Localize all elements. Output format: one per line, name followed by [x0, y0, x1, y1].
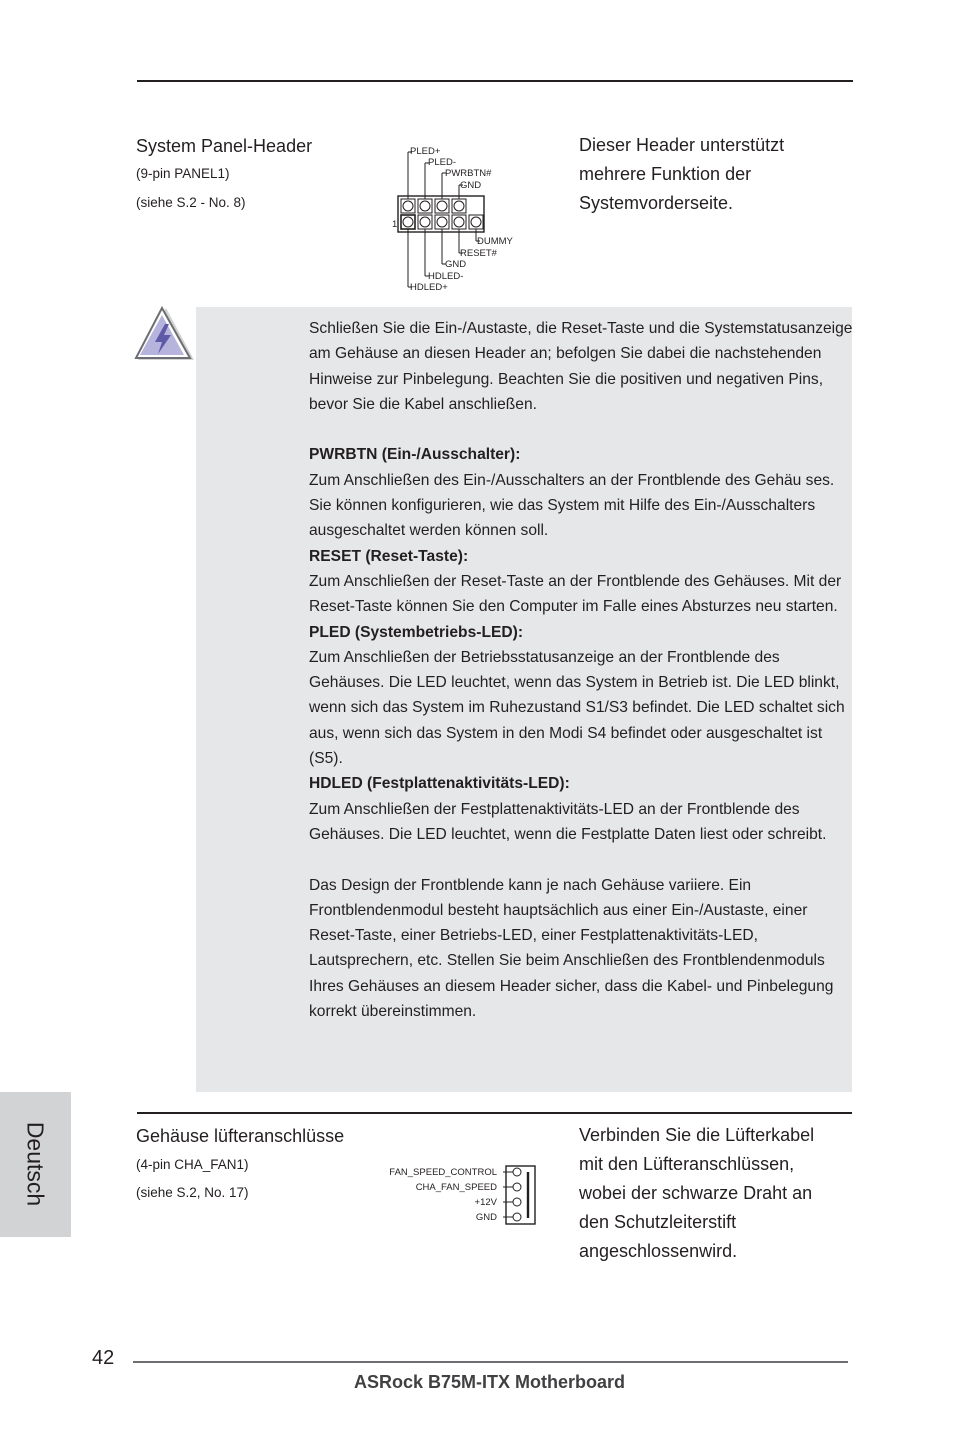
label-pin-one: 1: [392, 219, 398, 230]
label-pled-minus: PLED-: [428, 157, 456, 168]
panel-header-desc-line: mehrere Funktion der: [579, 164, 752, 184]
fan-header-desc-line: wobei der schwarze Draht an: [579, 1183, 813, 1203]
fan-header-desc-line: mit den Lüfteranschlüssen,: [579, 1154, 795, 1174]
label-pwrbtn: PWRBTN#: [445, 168, 492, 179]
panel-header-title: System Panel-Header: [136, 136, 313, 156]
note-reset-text: Zum Anschließen der Reset-Taste an der Frontblende des Gehäuses. Mit der Reset-Taste können Sie den Computer im Falle eines Absturzes neu starten.: [309, 572, 842, 616]
note-intro: Schließen Sie die Ein-/Austaste, die Reset-Taste und die Systemstatusanzeige am Gehäuse an diesen Header an; befolgen Sie dabei die nachstehenden Hinweise zur Pinbelegung. Beachten Sie die positiven und negativen Pins, bevor Sie die Kabel anschließen.: [309, 320, 853, 413]
fan-header-ref: (siehe S.2, No. 17): [136, 1185, 249, 1200]
label-12v: +12V: [474, 1197, 497, 1208]
fan-header-desc: [579, 1121, 854, 1266]
middle-rule: [137, 1112, 852, 1114]
note-design-text: Das Design der Frontblende kann je nach Gehäuse variiere. Ein Frontblendenmodul besteht hauptsächlich aus einer Ein-/Austaste, einer Reset-Taste, einer Betriebs-LED, einer Festplattenaktivitäts-LED, Lautsprechern, etc. Stellen Sie beim Anschließen des Frontblendenmoduls Ihres Gehäuses an diesem Header sicher, dass die Kabel- und Pinbelegung korrekt übereinstimmen.: [309, 876, 834, 1021]
note-pled-text: Zum Anschließen der Betriebsstatusanzeige an der Frontblende des Gehäuses. Die LED leuchtet, wenn das System in Betrieb ist. Die LED blinkt, wenn sich das System im Ruhezustand S1/S3 befindet. Die LED schaltet sich aus, wenn sich das System in den Modi S4 befindet oder ausgeschaltet ist (S5).: [309, 648, 845, 768]
note-pled-title: PLED (Systembetriebs-LED):: [309, 623, 524, 641]
label-hdled-plus: HDLED+: [410, 282, 448, 293]
label-fan-gnd: GND: [475, 1212, 497, 1223]
language-side-tab-label: Deutsch: [22, 1121, 49, 1207]
note-hdled-title: HDLED (Festplattenaktivitäts-LED):: [309, 775, 570, 793]
label-dummy: DUMMY: [477, 236, 513, 247]
fan-header-pin: (4-pin CHA_FAN1): [136, 1157, 249, 1172]
fan-header-title: Gehäuse lüfteranschlüsse: [136, 1126, 345, 1146]
panel-header-desc-line: Dieser Header unterstützt: [579, 135, 785, 155]
fan-header-diagram: [365, 1160, 545, 1230]
panel-header-pin: (9-pin PANEL1): [136, 166, 230, 181]
language-side-tab: [0, 1092, 71, 1237]
note-hdled-text: Zum Anschließen der Festplattenaktivitäts-LED an der Frontblende des Gehäuses. Die LED leuchtet, wenn die Festplatte Daten liest oder schreibt.: [309, 800, 827, 843]
note-pwrbtn-title: PWRBTN (Ein-/Ausschalter):: [309, 446, 521, 464]
fan-header-desc-line: den Schutzleiterstift: [579, 1212, 737, 1232]
warning-triangle-icon: [134, 305, 196, 363]
note-pwrbtn-text: Zum Anschließen des Ein-/Ausschalters an der Frontblende des Gehäu ses. Sie können konfigurieren, wie das System mit Hilfe des Ein-/Ausschalters ausgeschaltet werden können soll.: [309, 471, 835, 540]
label-pled-plus: PLED+: [410, 146, 441, 157]
label-hdled-minus: HDLED-: [428, 271, 464, 282]
note-reset-title: RESET (Reset-Taste):: [309, 547, 469, 565]
footer-rule: [133, 1361, 848, 1363]
fan-header-desc-line: Verbinden Sie die Lüfterkabel: [579, 1125, 815, 1145]
label-fan-speed-control: FAN_SPEED_CONTROL: [389, 1167, 497, 1178]
page-number: 42: [92, 1347, 115, 1369]
panel-header-desc-line: Systemvorderseite.: [579, 193, 734, 213]
panel-header-ref: (siehe S.2 - No. 8): [136, 195, 246, 210]
label-reset: RESET#: [460, 248, 497, 259]
label-gnd-bottom: GND: [445, 259, 467, 270]
fan-connector: [503, 1166, 535, 1224]
label-cha-fan-speed: CHA_FAN_SPEED: [415, 1182, 497, 1193]
panel-header-diagram: [390, 140, 530, 295]
top-rule: [137, 80, 853, 82]
note-text: [309, 316, 854, 1024]
panel-header-desc: [579, 131, 849, 218]
fan-header-desc-line: angeschlossenwird.: [579, 1241, 738, 1261]
footer-product: ASRock B75M-ITX Motherboard: [354, 1372, 626, 1392]
label-gnd-top: GND: [460, 180, 482, 191]
